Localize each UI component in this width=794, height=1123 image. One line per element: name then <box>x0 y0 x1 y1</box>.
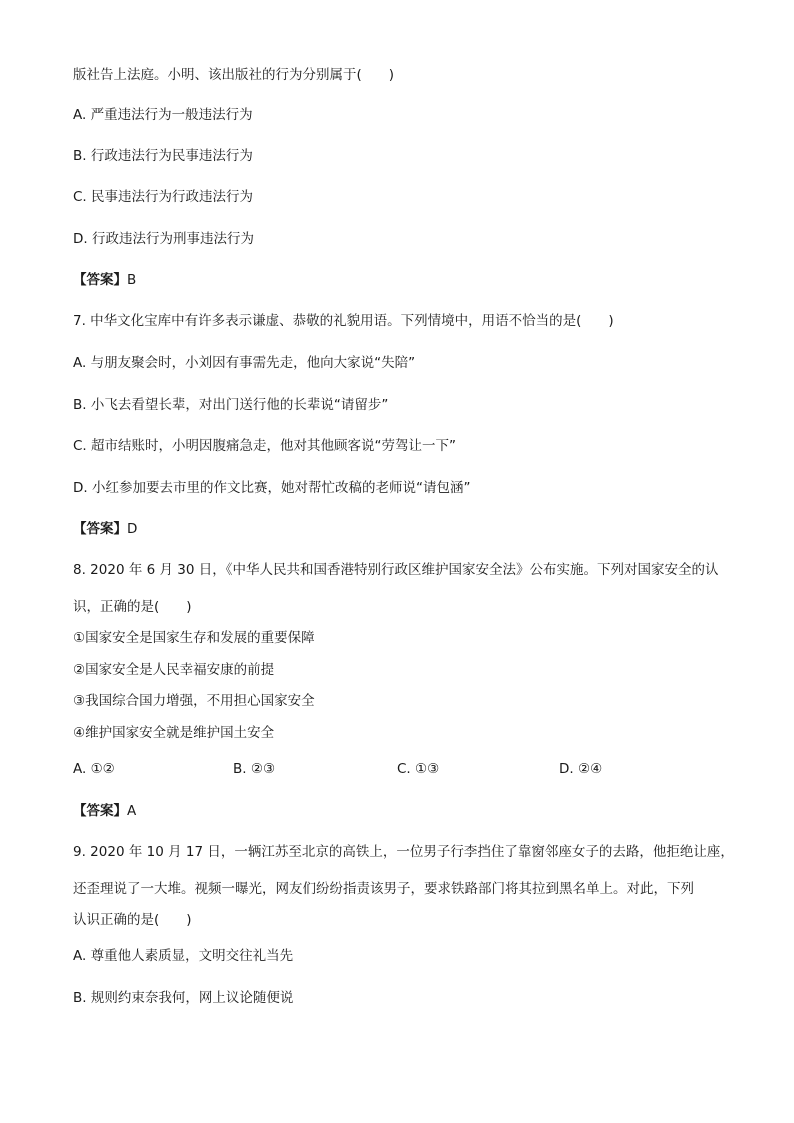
q6-option-d: D. 行政违法行为刑事违法行为 <box>73 231 254 247</box>
q8-answer-value: A <box>127 803 137 819</box>
q6-option-c: C. 民事违法行为行政违法行为 <box>73 189 254 205</box>
q9-stem-line1: 9. 2020 年 10 月 17 日，一辆江苏至北京的高铁上，一位男子行李挡住了靠窗邻座女子的去路，他拒绝让座， <box>73 844 734 860</box>
q8-answer <box>73 802 136 820</box>
q7-answer-label: 【答案】 <box>73 521 127 537</box>
q6-option-b: B. 行政违法行为民事违法行为 <box>73 148 253 164</box>
q9-option-b: B. 规则约束奈我何，网上议论随便说 <box>73 990 294 1006</box>
q9-stem-line2: 还歪理说了一大堆。视频一曝光，网友们纷纷指责该男子，要求铁路部门将其拉到黑名单上。对此，下列 <box>73 881 694 897</box>
q8-statement-2: ②国家安全是人民幸福安康的前提 <box>73 662 275 678</box>
q7-option-d: D. 小红参加要去市里的作文比赛，她对帮忙改稿的老师说“请包涵” <box>73 480 471 496</box>
q7-option-b: B. 小飞去看望长辈，对出门送行他的长辈说“请留步” <box>73 397 389 413</box>
q6-option-a: A. 严重违法行为一般违法行为 <box>73 107 253 123</box>
q7-answer <box>73 520 137 538</box>
q6-answer-label: 【答案】 <box>73 272 127 288</box>
q9-stem-line3: 认识正确的是( ) <box>73 912 192 928</box>
q7-option-c: C. 超市结账时，小明因腹痛急走，他对其他顾客说“劳驾让一下” <box>73 438 456 454</box>
q8-stem-line2: 识，正确的是( ) <box>73 599 192 615</box>
q6-answer-value: B <box>127 272 137 288</box>
q8-statement-3: ③我国综合国力增强，不用担心国家安全 <box>73 693 315 709</box>
q8-answer-label: 【答案】 <box>73 803 127 819</box>
q7-option-a: A. 与朋友聚会时，小刘因有事需先走，他向大家说“失陪” <box>73 355 416 371</box>
q6-stem-tail: 版社告上法庭。小明、该出版社的行为分别属于( ) <box>73 67 395 83</box>
q8-option-c: C. ①③ <box>397 761 440 777</box>
q8-statement-4: ④维护国家安全就是维护国土安全 <box>73 725 275 741</box>
q7-stem: 7. 中华文化宝库中有许多表示谦虚、恭敬的礼貌用语。下列情境中，用语不恰当的是( ) <box>73 313 614 329</box>
q9-option-a: A. 尊重他人素质显，文明交往礼当先 <box>73 948 294 964</box>
q8-option-b: B. ②③ <box>233 761 276 777</box>
q7-answer-value: D <box>127 521 138 537</box>
q8-stem-line1: 8. 2020 年 6 月 30 日，《中华人民共和国香港特别行政区维护国家安全法》公布实施。下列对国家安全的认 <box>73 562 719 578</box>
q8-option-d: D. ②④ <box>559 761 603 777</box>
q8-option-a: A. ①② <box>73 761 115 777</box>
q6-answer <box>73 271 136 289</box>
q8-statement-1: ①国家安全是国家生存和发展的重要保障 <box>73 630 315 646</box>
